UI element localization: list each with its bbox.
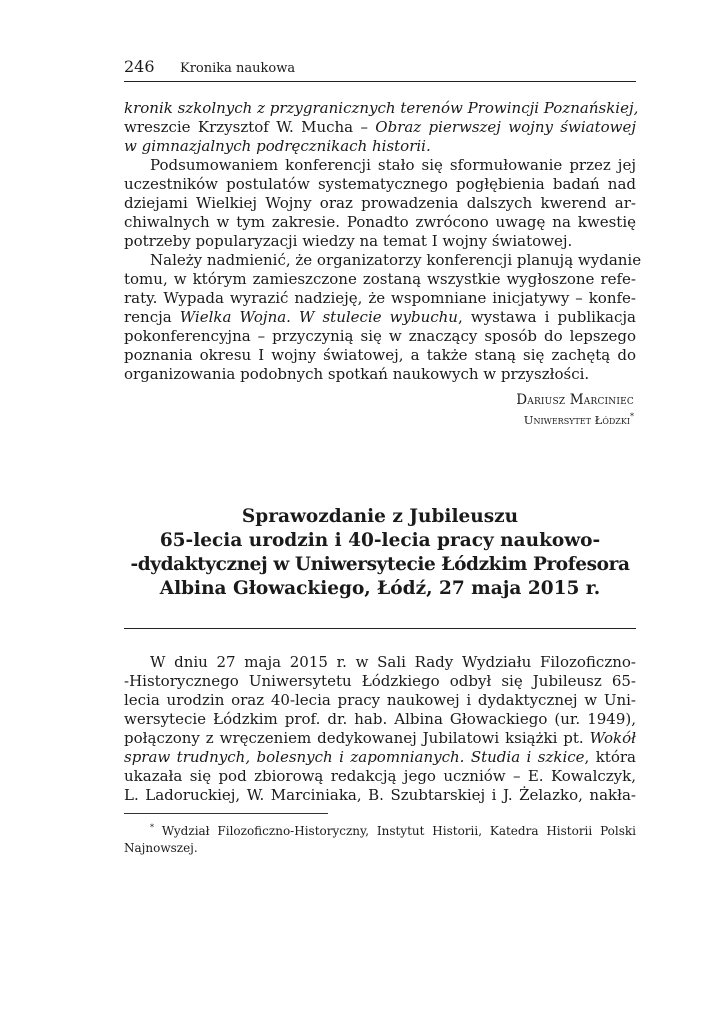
paragraph2-line4: chiwalnych w tym zakresie. Ponadto zwrócono uwagę na kwestię bbox=[124, 213, 636, 231]
author-name: Dariusz Marciniec bbox=[516, 392, 634, 408]
article-title-line3: -dydaktycznej w Uniwersytecie Łódzkim Profesora bbox=[130, 554, 630, 575]
footnote-marker: * bbox=[150, 823, 154, 832]
paragraph4-line2: -Historycznego Uniwersytetu Łódzkiego odbył się Jubileusz 65- bbox=[124, 672, 636, 690]
paragraph3-line3: raty. Wypada wyrazić nadzieję, że wspomniane inicjatywy – konfe- bbox=[124, 289, 636, 307]
page-number: 246 bbox=[124, 57, 155, 76]
paragraph1-line2: wreszcie Krzysztof W. Mucha – Obraz pierwszej wojny światowej bbox=[124, 118, 636, 136]
paragraph3-line4: rencja Wielka Wojna. W stulecie wybuchu, wystawa i publikacja bbox=[124, 308, 636, 326]
paragraph3-line1: Należy nadmienić, że organizatorzy konferencji planują wydanie bbox=[150, 251, 642, 269]
author-affiliation: Uniwersytet Łódzki* bbox=[523, 412, 634, 427]
footnote-mark: * bbox=[630, 412, 634, 422]
paragraph3-line2: tomu, w którym zamieszczone zostaną wszystkie wygłoszone refe- bbox=[124, 270, 636, 288]
paragraph1-line1: kronik szkolnych z przygranicznych terenów Prowincji Poznańskiej, bbox=[124, 99, 639, 117]
title-divider bbox=[124, 628, 636, 629]
paragraph3-line5: pokonferencyjna – przyczynią się w znaczący sposób do lepszego bbox=[124, 327, 636, 345]
footnote-divider bbox=[124, 813, 328, 814]
paragraph4-line1: W dniu 27 maja 2015 r. w Sali Rady Wydziału Filozoficzno- bbox=[150, 653, 636, 671]
paragraph2-line3: dziejami Wielkiej Wojny oraz prowadzenia dalszych kwerend ar- bbox=[124, 194, 636, 212]
paragraph4-line7: ukazała się pod zbiorową redakcją jego uczniów – E. Kowalczyk, bbox=[124, 767, 636, 785]
paragraph1-line3: w gimnazjalnych podręcznikach historii. bbox=[124, 137, 431, 155]
paragraph4-line6: spraw trudnych, bolesnych i zapomnianych. Studia i szkice, która bbox=[124, 748, 636, 766]
paragraph2-line1: Podsumowaniem konferencji stało się sformułowanie przez jej bbox=[150, 156, 636, 174]
paragraph4-line5: połączony z wręczeniem dedykowanej Jubilatowi książki pt. Wokół bbox=[124, 729, 636, 747]
footnote-line1: * Wydział Filozoficzno-Historyczny, Instytut Historii, Katedra Historii Polski bbox=[150, 823, 636, 838]
paragraph4-line8: L. Ladoruckiej, W. Marciniaka, B. Szubtarskiej i J. Żelazko, nakła- bbox=[124, 786, 636, 804]
article-title-line1: Sprawozdanie z Jubileuszu bbox=[241, 506, 519, 527]
paragraph4-line4: wersytecie Łódzkim prof. dr. hab. Albina Głowackiego (ur. 1949), bbox=[124, 710, 636, 728]
paragraph3-line7: organizowania podobnych spotkań naukowych w przyszłości. bbox=[124, 365, 590, 383]
paragraph2-line5: potrzeby popularyzacji wiedzy na temat I wojny światowej. bbox=[124, 232, 573, 250]
article-title-line2: 65-lecia urodzin i 40-lecia pracy naukowo- bbox=[159, 530, 601, 551]
paragraph4-line3: lecia urodzin oraz 40-lecia pracy naukowej i dydaktycznej w Uni- bbox=[124, 691, 636, 709]
page-header bbox=[124, 57, 636, 82]
article-title-line4: Albina Głowackiego, Łódź, 27 maja 2015 r. bbox=[159, 578, 601, 599]
paragraph2-line2: uczestników postulatów systematycznego pogłębienia badań nad bbox=[124, 175, 636, 193]
footnote-line2: Najnowszej. bbox=[124, 841, 198, 855]
paragraph3-line6: poznania okresu I wojny światowej, a także staną się zachętą do bbox=[124, 346, 636, 364]
running-title: Kronika naukowa bbox=[180, 61, 296, 76]
